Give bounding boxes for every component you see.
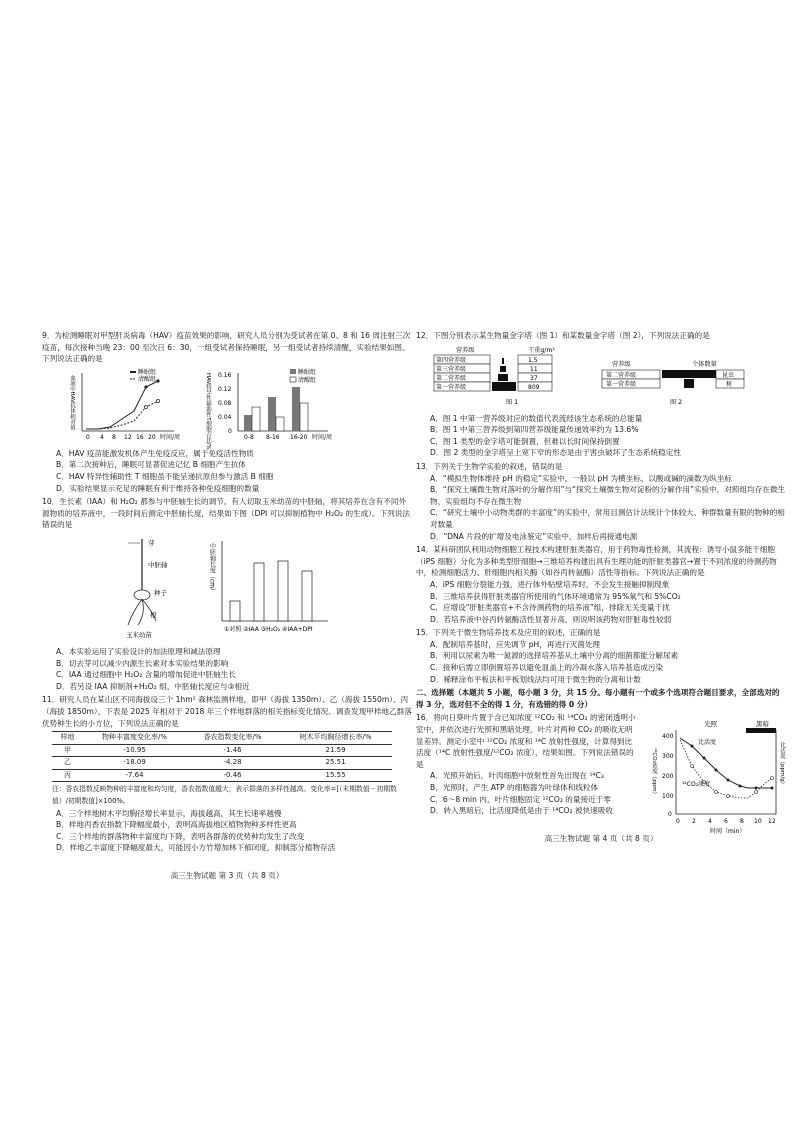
- q9-tcell-chart: [205, 368, 332, 450]
- q14-stem: 14．某科研团队利用动物细胞工程技术构建肝脏类器官，用于药物毒性检测，其流程：诱导小鼠多能干细胞（iPS 细胞）分化为多种类型肝细胞→三维培养构建出具有生理功能的肝脏类器官→置于不同浓度的待测药物中，检测细胞活力、肝细胞内相关酶（如谷丙转氨酶）活性等指标。下列说法正确的是: [416, 545, 777, 578]
- svg-text:图 2: 图 2: [670, 398, 683, 406]
- svg-text:0-8: 0-8: [244, 433, 254, 441]
- svg-text:光照: 光照: [704, 720, 717, 729]
- table-cell: 丙: [52, 769, 83, 782]
- svg-text:0.16: 0.16: [218, 371, 232, 379]
- table-cell: 21.59: [279, 744, 392, 757]
- q9-antibody-chart: [69, 368, 180, 441]
- svg-text:0.04: 0.04: [218, 413, 232, 421]
- svg-text:8-16: 8-16: [266, 433, 280, 441]
- svg-text:清醒组: 清醒组: [138, 375, 157, 383]
- q9-option-b: B．第二次接种后，睡眠可显著促进记忆 B 细胞产生抗体: [56, 460, 246, 470]
- question-14: [416, 544, 786, 625]
- svg-text:20: 20: [148, 433, 156, 441]
- q15-option-d: D．稀释涂布平板法和平板划线法均可用于微生物的分离和计数: [430, 674, 641, 684]
- table-cell: 15.55: [279, 769, 392, 782]
- maize-seedling-drawing: [126, 538, 168, 639]
- svg-text:0: 0: [668, 811, 672, 819]
- q14-option-d: D．若培养液中谷丙转氨酶活性显著升高，则说明该药物对肝脏毒性较弱: [430, 614, 672, 624]
- svg-text:¹²CO₂浓度: ¹²CO₂浓度: [682, 781, 711, 789]
- svg-text:2: 2: [692, 818, 696, 826]
- q16-option-a: A．光照开始后，叶肉细胞中放射性首先出现在 ¹⁴C₃: [430, 771, 604, 781]
- svg-text:树: 树: [726, 380, 733, 388]
- exam-page-3: [42, 330, 412, 881]
- svg-text:16: 16: [136, 433, 144, 441]
- q9-option-a: A．HAV 疫苗能激发机体产生免疫反应，属于免疫活性物质: [56, 448, 254, 458]
- q13-option-c: C．“研究土壤中小动物类群的丰富度”的实验中，常用目测估计法统计个体较大、种群数量有限的物种的相对数量: [430, 508, 785, 529]
- q11-option-a: A．三个样地树木平均胸径增长率显示，海拔越高，其生长速率越慢: [56, 808, 282, 818]
- svg-text:中胚轴长度（cm）: 中胚轴长度（cm）: [208, 542, 216, 595]
- table-header-row: [52, 732, 392, 745]
- svg-text:①对照 ②IAA ③H₂O₂ ④IAA+DPI: ①对照 ②IAA ③H₂O₂ ④IAA+DPI: [224, 625, 313, 633]
- q12-option-a: A．图 1 中第一营养级对应的数值代表流经该生态系统的总能量: [430, 413, 643, 423]
- table-cell: -4.28: [186, 757, 279, 770]
- svg-text:8: 8: [112, 433, 116, 441]
- svg-text:个体数量: 个体数量: [692, 360, 717, 368]
- svg-text:昆虫: 昆虫: [722, 371, 735, 379]
- svg-text:比活度（ppm/g）: 比活度（ppm/g）: [779, 742, 785, 788]
- svg-text:中胚轴: 中胚轴: [148, 560, 168, 569]
- q14-option-b: B．三维培养获得肝脏类器官所使用的气体环境通常为 95%氧气和 5%CO₂: [430, 591, 681, 601]
- q12-option-c: C．图 1 类型的金字塔可能倒置，但难以长时间保持倒置: [430, 436, 620, 446]
- svg-text:4: 4: [708, 818, 712, 826]
- svg-text:HAV特异性辅助性T细胞占比/%: HAV特异性辅助性T细胞占比/%: [205, 372, 211, 450]
- section-2-heading: 二、选择题（本题共 5 小题，每小题 3 分，共 15 分。每小题有一个或多个选项符合题目要求，全部选对的得 3 分，选对但不全的得 1 分，有选错的得 0 分）: [416, 688, 780, 709]
- q16-option-c: C．6～8 min 内，叶片细胞固定 ¹²CO₂ 的量接近于零: [430, 794, 611, 804]
- svg-text:第一营养级: 第一营养级: [436, 383, 467, 391]
- q9-figures: [42, 367, 412, 450]
- q9-option-d: D．实验结果显示充足的睡眠有利于维持各种免疫细胞的数量: [56, 483, 260, 493]
- svg-text:0: 0: [228, 427, 232, 435]
- table-cell: -18.09: [83, 757, 186, 770]
- exam-page-4: [416, 330, 786, 844]
- q13-option-a: A．“模拟生物体维持 pH 的稳定”实验中，一般以 pH 为横坐标，以酸或碱的滴数为纵坐标: [430, 473, 732, 483]
- svg-text:¹²CO₂浓度（ppm）: ¹²CO₂浓度（ppm）: [651, 748, 657, 798]
- q15-stem: 15．下列关于微生物培养技术及应用的叙述，正确的是: [416, 628, 601, 638]
- svg-text:4: 4: [100, 433, 104, 441]
- svg-text:8: 8: [740, 818, 744, 826]
- q12-pyramids: [416, 344, 786, 410]
- svg-text:6: 6: [724, 818, 728, 826]
- table-cell: -0.46: [186, 769, 279, 782]
- table-header: 树木平均胸径增长率/%: [279, 732, 392, 745]
- q12-figures: [416, 344, 786, 410]
- q11-table-note: 注：香农指数反映物种的丰富度和均匀度，香农指数值越大，表示群落的多样性越高。变化率=[（末期数值－初期数值）/初期数值]×100%。: [52, 785, 397, 806]
- svg-text:时间/周: 时间/周: [160, 433, 181, 441]
- q11-option-c: C．三个样地的群落物种丰富度均下降，表明各群落的优势种均发生了改变: [56, 831, 305, 841]
- svg-text:血液中HAV抗体相对值: 血液中HAV抗体相对值: [69, 374, 75, 431]
- table-header: 物种丰富度变化率/%: [83, 732, 186, 745]
- svg-text:种子: 种子: [154, 588, 167, 597]
- svg-text:比活度: 比活度: [698, 739, 717, 747]
- q15-option-c: C．接种后需立即倒置培养以避免皿盖上的冷凝水落入培养基造成污染: [430, 663, 664, 673]
- q9-stem: 9．为检测睡眠对甲型肝炎病毒（HAV）疫苗效果的影响，研究人员分别为受试者在第 0、8 和 16 周注射三次疫苗，每次接种当晚 23：00 至次日 6：30，一组受试者保持睡眠，另一组受试者持续清醒，实验结果如图。下列说法正确的是: [42, 331, 411, 364]
- svg-text:10: 10: [754, 818, 762, 826]
- svg-text:第四营养级: 第四营养级: [436, 356, 467, 364]
- q11-table: [52, 731, 392, 782]
- q16-stem: 16．将向日葵叶片置于含已知浓度 ¹²CO₂ 和 ¹⁴CO₂ 的密闭透明小室中，并依次进行光照和黑暗处理，叶片对两种 CO₂ 的吸收无明显差异。测定小室中 ¹²CO₂ 浓度和 ¹⁴C 放射性强度，计算得到比活度（¹⁴C 放射性强度/¹²CO₂ 浓度），结果如图。下列说法错误的是: [416, 713, 636, 769]
- q9-charts: [42, 367, 382, 450]
- svg-text:营养级: 营养级: [612, 360, 631, 368]
- table-cell: -7.64: [83, 769, 186, 782]
- q10-option-c: C．IAA 通过细胞中 H₂O₂ 含量的增加促进中胚轴生长: [56, 670, 236, 680]
- svg-text:400: 400: [662, 733, 674, 741]
- page-footer: 高三生物试题 第 3 页（共 8 页）: [170, 871, 284, 881]
- svg-text:0.08: 0.08: [218, 399, 232, 407]
- table-row: [52, 744, 392, 757]
- question-9: [42, 330, 412, 494]
- q10-stem: 10．生长素（IAA）和 H₂O₂ 都参与中胚轴生长的调节。有人切取玉米幼苗的中胚轴，将其培养在含有不同外源物质的培养液中，一段时间后测定中胚轴长度，结果如下图（DPI 可以抑制植物中 H₂O₂ 的生成）。下列说法错误的是: [42, 497, 411, 530]
- table-row: [52, 757, 392, 770]
- q12-option-d: D．图 2 类型的金字塔呈上宽下窄的形态是由于害虫破坏了生态系统稳定性: [430, 448, 681, 458]
- q12-stem: 12．下图分别表示某生物量金字塔（图 1）和某数量金字塔（图 2），下列说法正确的是: [416, 331, 710, 340]
- svg-text:300: 300: [662, 753, 674, 761]
- svg-text:第一营养级: 第一营养级: [606, 380, 637, 388]
- q16-option-b: B．光照时，产生 ATP 的细胞器为叶绿体和线粒体: [430, 783, 599, 792]
- table-cell: -10.95: [83, 744, 186, 757]
- question-13: [416, 461, 786, 542]
- svg-text:营养级: 营养级: [456, 346, 475, 354]
- question-11: [42, 694, 412, 854]
- table-cell: 25.51: [279, 757, 392, 770]
- q16-chart: [652, 718, 792, 836]
- svg-text:100: 100: [662, 793, 674, 801]
- q14-option-a: A．iPS 细胞分裂能力强，进行体外贴壁培养时，不会发生接触抑制现象: [430, 579, 670, 589]
- svg-text:12: 12: [124, 433, 132, 441]
- q10-diagram: [42, 533, 382, 643]
- q12-option-b: B．图 1 中第三营养级到第四营养级能量传递效率约为 13.6%: [430, 425, 639, 435]
- question-10: [42, 496, 412, 692]
- table-header: 样地: [52, 732, 83, 745]
- svg-text:809: 809: [528, 383, 540, 391]
- table-row: [52, 769, 392, 782]
- svg-text:黑暗: 黑暗: [756, 720, 769, 729]
- svg-text:0: 0: [676, 818, 680, 826]
- svg-text:时间（min）: 时间（min）: [710, 828, 746, 836]
- q11-stem: 11．研究人员在某山区不同海拔设三个 1hm² 森林监测样地，即甲（海拔 1350m）、乙（海拔 1550m）、丙（海拔 1850m），下表是 2025 年相对于 2018 年三个样地群落的相关指标变化情况。调查发现甲样地乙群落优势种生长的小方位，下列说法正确的是: [42, 695, 412, 728]
- q11-option-b: B．样地丙香农指数下降幅度最小，表明高海拔地区植物物种多样性更高: [56, 820, 297, 830]
- q14-option-c: C．应增设“肝脏类器官+不含待测药物的培养液”组，排除无关变量干扰: [430, 603, 670, 613]
- svg-text:0.12: 0.12: [218, 385, 232, 393]
- q16-option-d: D．转入黑暗后，比活度降低是由于 ¹⁴CO₂ 被快速吸收: [430, 806, 613, 816]
- q13-option-d: D．“DNA 片段的扩增及电泳鉴定”实验中，加样后再接通电源: [430, 531, 638, 541]
- q15-option-b: B．利用以尿素为唯一氮源的选择培养基从土壤中分离的细菌都能分解尿素: [430, 651, 679, 661]
- svg-text:根: 根: [150, 610, 157, 619]
- svg-text:12: 12: [768, 818, 776, 826]
- table-cell: 乙: [52, 757, 83, 770]
- table-cell: -1.46: [186, 744, 279, 757]
- table-cell: 甲: [52, 744, 83, 757]
- q10-option-b: B．切去芽可以减少内源生长素对本实验结果的影响: [56, 658, 229, 668]
- table-header: 香农指数变化率/%: [186, 732, 279, 745]
- svg-text:干重g/m²: 干重g/m²: [528, 346, 555, 354]
- svg-text:玉米幼苗: 玉米幼苗: [126, 630, 152, 639]
- svg-text:16-20: 16-20: [290, 433, 308, 441]
- q9-option-c: C．HAV 特异性辅助性 T 细胞虽不能呈递抗原但参与激活 B 细胞: [56, 471, 274, 481]
- page-footer: 高三生物试题 第 4 页（共 8 页）: [544, 834, 658, 844]
- svg-text:0: 0: [86, 433, 90, 441]
- q15-option-a: A．配制培养基时，应先调节 pH，再进行灭菌处理: [430, 639, 601, 649]
- svg-text:时间/周: 时间/周: [312, 433, 333, 441]
- q10-option-a: A．本实验运用了实验设计的加法原理和减法原理: [56, 646, 221, 656]
- svg-text:图 1: 图 1: [506, 398, 519, 406]
- svg-text:第二营养级: 第二营养级: [436, 374, 467, 382]
- svg-text:睡眠组: 睡眠组: [138, 368, 157, 376]
- q13-stem: 13．下列关于生物学实验的叙述，错误的是: [416, 461, 563, 471]
- svg-text:1.5: 1.5: [528, 356, 538, 364]
- svg-text:200: 200: [662, 773, 674, 781]
- question-16: [416, 712, 786, 836]
- q11-option-d: D．样地乙丰富度下降幅度最大，可能因小方竹增加林下郁闭度，抑制部分植物存活: [56, 843, 336, 853]
- biomass-pyramid-fig1: [434, 346, 555, 406]
- svg-text:睡眠组: 睡眠组: [298, 368, 317, 376]
- svg-text:11: 11: [530, 365, 538, 373]
- q10-figures: [42, 533, 412, 643]
- svg-text:清醒组: 清醒组: [298, 376, 317, 384]
- q10-option-d: D．若另设 IAA 抑制剂+H₂O₂ 组，中胚轴长度应与③相近: [56, 681, 250, 691]
- number-pyramid-fig2: [602, 360, 744, 406]
- q10-bar-chart: [209, 541, 329, 633]
- question-15: [416, 627, 786, 685]
- q13-option-b: B．“探究土壤微生物对落叶的分解作用”与“探究土壤微生物对淀粉的分解作用”实验中，对照组均存在微生物，实验组均不存在微生物: [430, 485, 786, 506]
- svg-text:芽: 芽: [148, 538, 155, 547]
- svg-text:第二营养级: 第二营养级: [606, 371, 637, 379]
- svg-text:第三营养级: 第三营养级: [436, 365, 467, 373]
- question-12: [416, 330, 786, 459]
- svg-text:37: 37: [530, 374, 538, 382]
